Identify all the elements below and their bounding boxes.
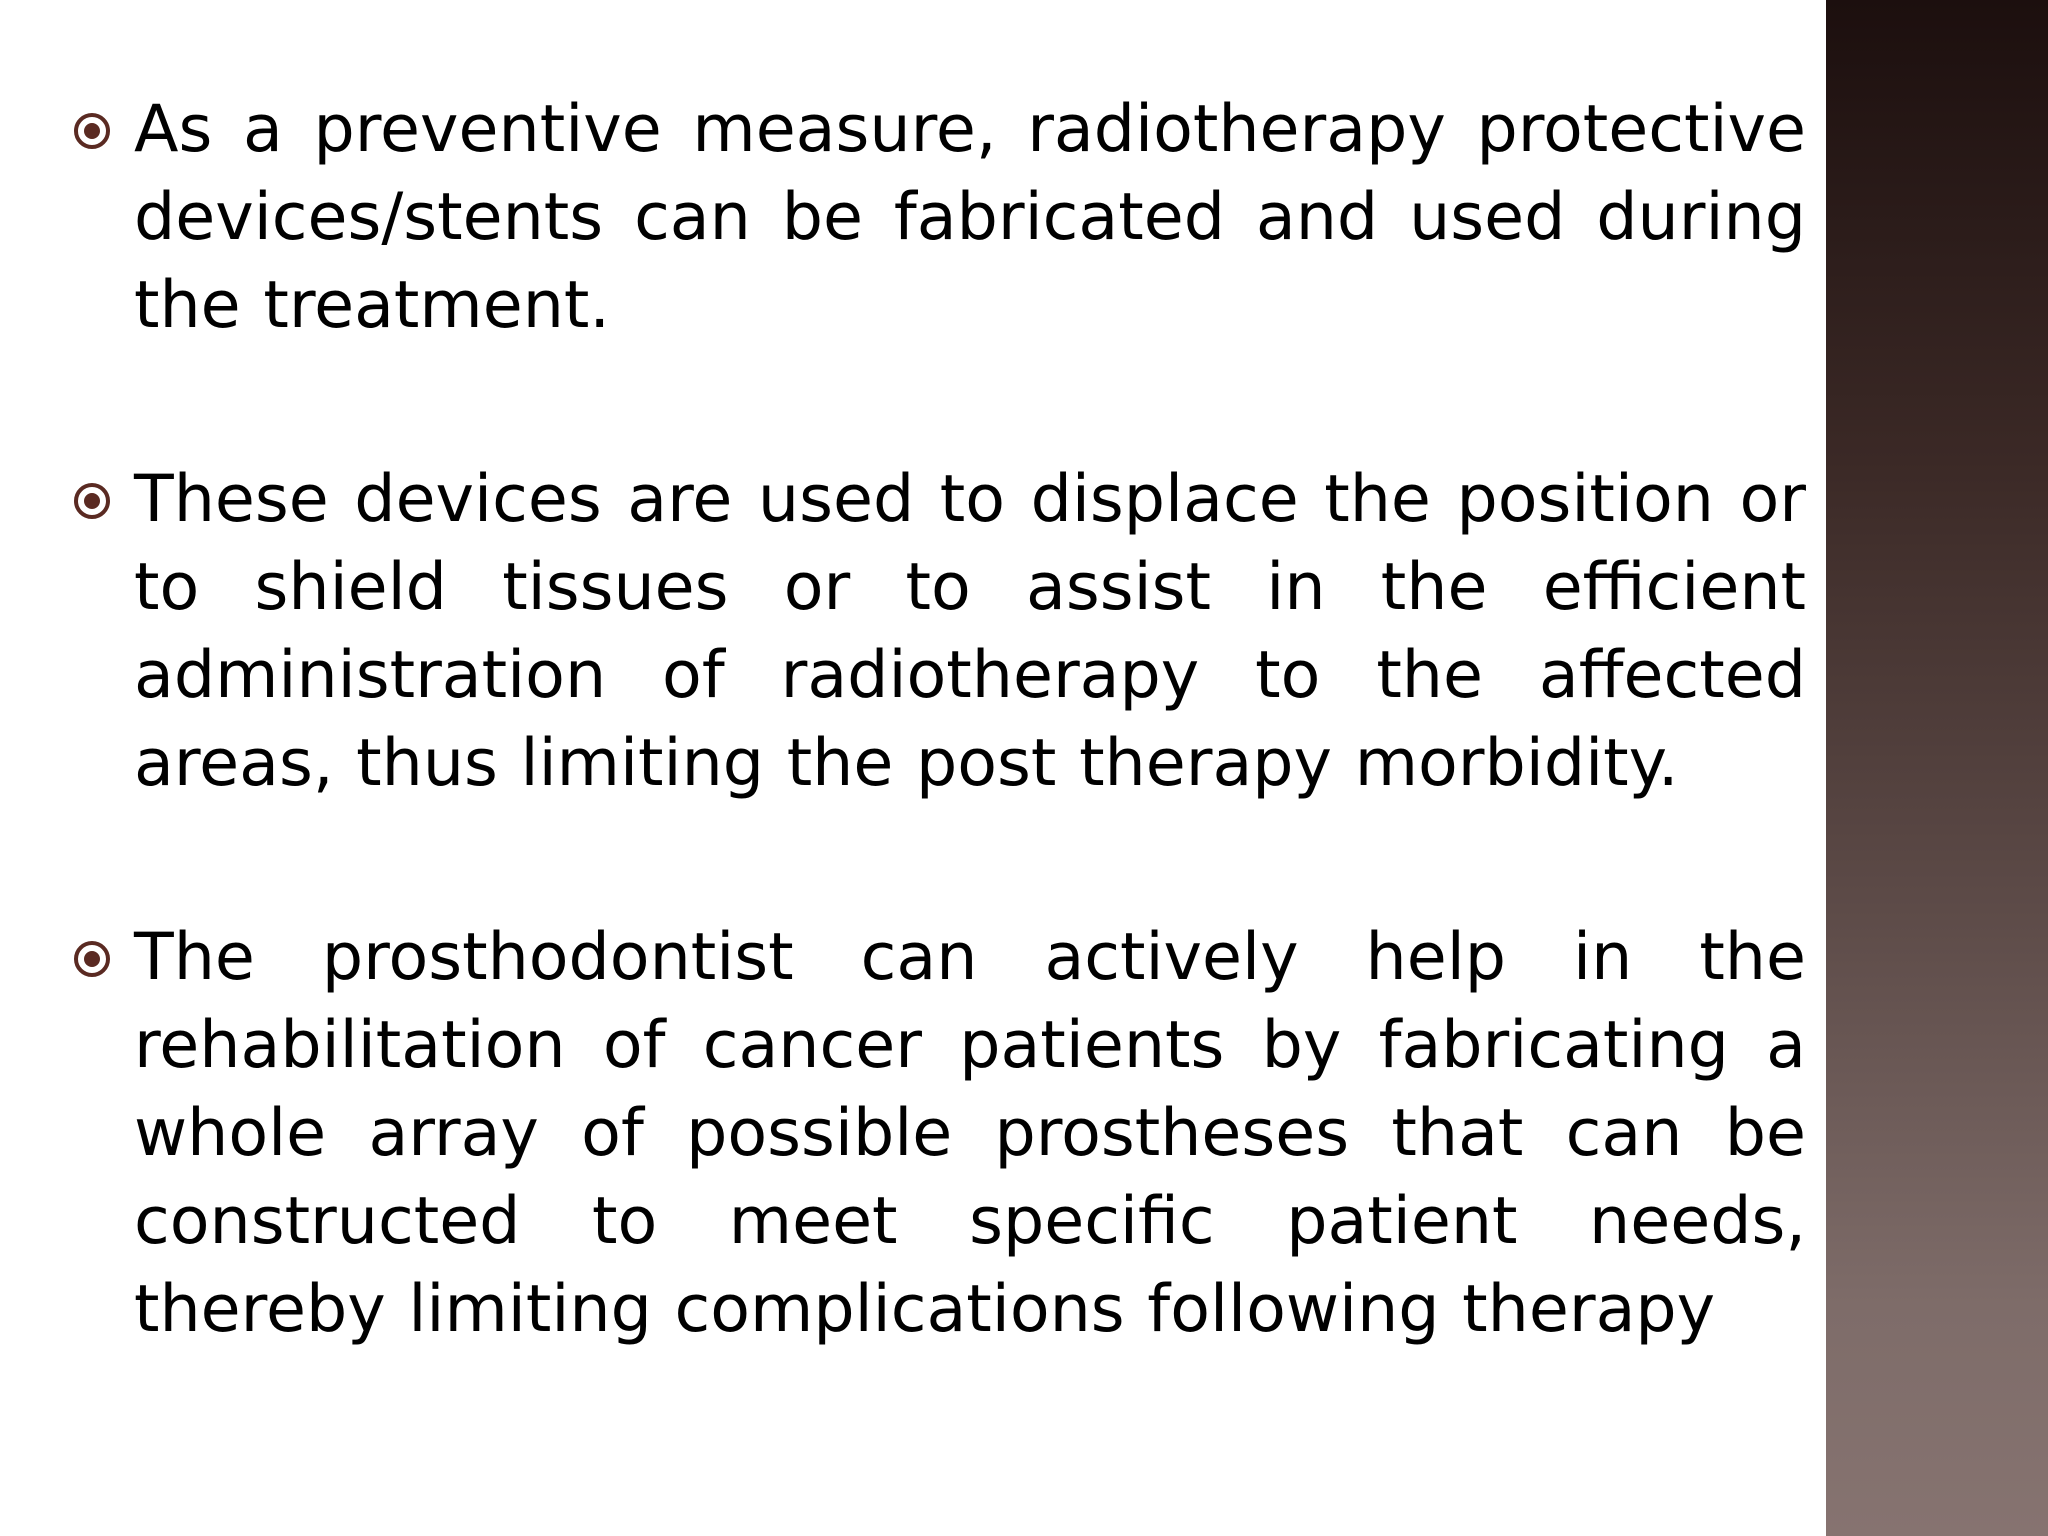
bullet-text: As a preventive measure, radiotherapy protective devices/stents can be fabricated and used during the treatment. bbox=[134, 92, 1806, 343]
bullet-item bbox=[72, 86, 1806, 350]
circle-dot-icon bbox=[72, 481, 112, 521]
bullet-item bbox=[72, 914, 1806, 1354]
decorative-side-band bbox=[1826, 0, 2048, 1536]
bullet-text: The prosthodontist can actively help in the rehabilitation of cancer patients by fabricating a whole array of possible prostheses that can be constructed to meet specific patient needs, thereby limiting complications following therapy bbox=[134, 920, 1806, 1347]
circle-dot-icon bbox=[72, 939, 112, 979]
bullet-text: These devices are used to displace the position or to shield tissues or to assist in the efficient administration of radiotherapy to the affected areas, thus limiting the post therapy morbidity. bbox=[134, 462, 1806, 801]
bullet-list bbox=[72, 86, 1806, 1354]
circle-dot-icon bbox=[72, 111, 112, 151]
bullet-item bbox=[72, 456, 1806, 808]
